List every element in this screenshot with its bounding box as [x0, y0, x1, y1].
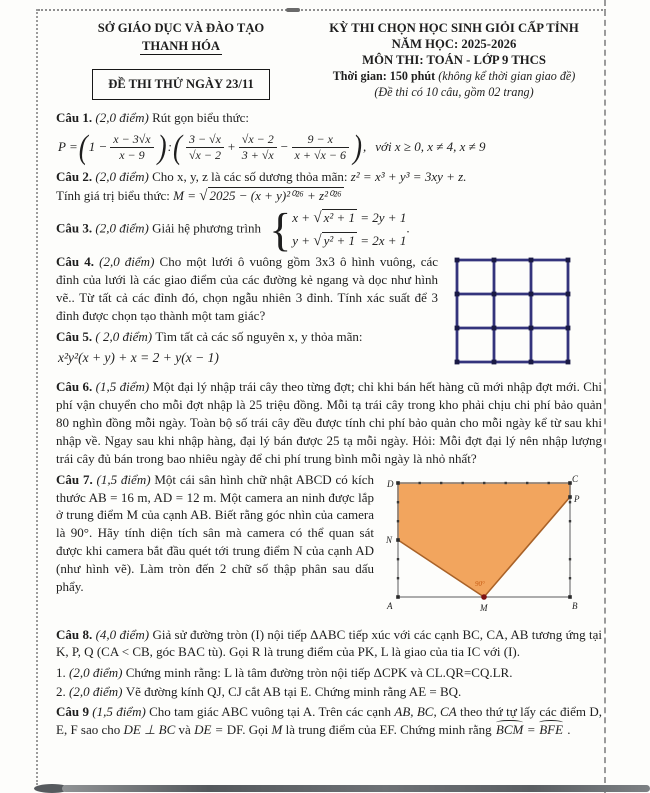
question-8: Câu 8. (4,0 điểm) Giả sử đường tròn (I) nội tiếp ΔABC tiếp xúc với các cạnh BC, CA, AB tương ứng tại K, P, Q (CA < CB, góc BAC tù). Gọi R là trung điểm của PK, L là giao của tia IC với (I).: [56, 626, 602, 660]
grid-3x3-svg: [452, 255, 574, 367]
angle-hat-BFE: BFE: [539, 722, 564, 738]
pages-note: (Đề thi có 10 câu, gồm 02 trang): [374, 84, 534, 99]
camera-figure-svg: [384, 471, 588, 619]
angle-90-label: 90°: [475, 579, 485, 588]
question-6: Câu 6. (1,5 điểm) Một đại lý nhập trái cây theo từng đợt; chỉ khi bán hết hàng cũ mới nhập đợt mới. Chi phí vận chuyển cho mỗi đợt nhập là 25 triệu đồng. Mỗi tạ trái cây trong kho phải chịu chi phí bảo quản 80 nghìn đồng mỗi ngày. Toàn bộ số trái cây đều được tính chi phí bảo quản cho mỗi ngày kể từ sau khi nhập về. Ngay sau khi nhập hàng, đại lý bán được 25 tạ mỗi ngày. Hỏi: Mỗi đợt đại lý nên nhập lượng trái cây đủ bán trong bao nhiêu ngày để chi phí trung bình mỗi ngày là nhỏ nhất?: [56, 379, 602, 467]
header-right-block: [306, 20, 602, 100]
q1-label: Câu 1.: [56, 110, 96, 126]
question-4: Câu 4. (2,0 điểm) Cho một lưới ô vuông gồm 3x3 ô hình vuông, các đỉnh của lưới là các giao điểm của các đường kẻ ngang và dọc như hình vẽ.. Từ tất cả các đỉnh đó, chọn ngẫu nhiên 3 đỉnh. Tính xác suất để 3 đỉnh được chọn tạo thành một tam giác?: [56, 253, 602, 325]
label-D: D: [387, 478, 394, 489]
q3-label: Câu 3.: [56, 221, 96, 237]
header: [56, 20, 602, 100]
question-9: Câu 9 (1,5 điểm) Cho tam giác ABC vuông tại A. Trên các cạnh AB, BC, CA theo thứ tự lấy các điểm D, E, F sao cho DE ⊥ BC và DE = DF. Gọi M là trung điểm của EF. Chứng minh rằng BCM = BFE .: [56, 704, 602, 738]
question-5: Câu 5. ( 2,0 điểm) Tìm tất cả các số nguyên x, y thỏa mãn:: [56, 328, 363, 344]
label-B: B: [572, 600, 578, 611]
angle-hat-BCM: BCM: [495, 722, 524, 738]
q8-part-2: 2. (2,0 điểm) Vẽ đường kính QJ, CJ cắt AB tại E. Chứng minh rằng AE = BQ.: [56, 683, 462, 699]
question-3: Câu 3. (2,0 điểm) Giải hệ phương trình { x + √ x² + 1 = 2y + 1 y + √ y² + 1 = 2x + 1 .: [56, 203, 410, 256]
grid-vertex-dots: [455, 258, 571, 365]
fraction-3: $\frac{√x - 2}{3 + √x}$: [239, 132, 277, 162]
department-name: SỞ GIÁO DỤC VÀ ĐÀO TẠO: [97, 21, 265, 35]
page-border-right: [604, 0, 606, 793]
q4-grid-figure: [452, 255, 574, 372]
label-P: P: [574, 493, 580, 504]
question-2: Câu 2. (2,0 điểm) Cho x, y, z là các số dương thỏa mãn: z² = x³ + y³ = 3xy + z. Tính giá trị biểu thức: M = √ 2025 − (x + y)²⁰²⁶ + z²⁰²⁶: [56, 169, 467, 205]
radical-sign: √: [199, 188, 208, 205]
scan-noise-mark: [286, 8, 300, 12]
q3-equation-system: { x + √ x² + 1 = 2y + 1 y + √ y² + 1 = 2x + 1: [269, 203, 407, 256]
grid-lines: [457, 260, 568, 362]
radical-sign: √: [313, 233, 322, 250]
fraction-4: $\frac{9 - x}{x + √x - 6}$: [292, 132, 349, 162]
q8-part-1: 1. (2,0 điểm) Chứng minh rằng: L là tâm đường tròn nội tiếp ΔCPK và CL.QR=CQ.LR.: [56, 664, 513, 680]
q2-label: Câu 2.: [56, 169, 96, 185]
q9-label: Câu 9: [56, 704, 93, 720]
q7-floor-plan-figure: [384, 471, 588, 624]
subject-line: MÔN THI: TOÁN - LỚP 9 THCS: [362, 53, 546, 68]
label-A: A: [387, 600, 393, 611]
q6-label: Câu 6.: [56, 379, 96, 395]
camera-point-M-dot: [481, 594, 487, 600]
school-year: NĂM HỌC: 2025-2026: [391, 37, 517, 52]
time-line: Thời gian: 150 phút (không kể thời gian giao đề): [332, 69, 576, 84]
q5-label: Câu 5.: [56, 328, 96, 344]
q5-formula: x²y²(x + y) + x = 2 + y(x − 1): [58, 349, 219, 365]
label-M: M: [480, 602, 488, 613]
header-left-block: [56, 20, 306, 100]
contest-name: KỲ THI CHỌN HỌC SINH GIỎI CẤP TỈNH: [329, 21, 579, 35]
page-border-left: [36, 9, 38, 785]
q2-radicand: 2025 − (x + y)²⁰²⁶ + z²⁰²⁶: [209, 188, 342, 204]
equation-2: y + √ y² + 1 = 2x + 1: [292, 233, 407, 250]
scan-bottom-band: [62, 785, 650, 792]
exam-title-box: ĐỀ THI THỬ NGÀY 23/11: [92, 69, 270, 100]
question-7: 90° D C A B N P M Câu 7. (1,5 điểm) Một cái sân hình chữ nhật ABCD có kích thước AB = 16 m, AD = 12 m. Một camera an ninh được lắp ở trung điểm M của cạnh AB. Biết rằng góc nhìn của camera là 90°. Hãy tính diện tích sân mà camera có thể quan sát được khi camera bắt đầu quét tới trung điểm N của cạnh AD (như hình vẽ). Làm tròn đến 2 chữ số thập phân sau dấu phẩy.: [56, 471, 602, 597]
department-subname: THANH HÓA: [141, 39, 221, 54]
label-C: C: [572, 473, 579, 484]
fraction-1: $\frac{x - 3√x}{x - 9}$: [110, 132, 153, 162]
q8-label: Câu 8.: [56, 626, 96, 642]
q1-formula: P = ( 1 − $\frac{x - 3√x}{x - 9}$ ) : ( $\frac{3 - √x}{√x - 2}$ + $\frac{√x - 2}{3 + √x}$ − $\frac{9 - x}{x + √x - 6}$ ) , với x ≥ 0, x ≠ 4, x ≠ 9: [58, 127, 486, 166]
radical-sign: √: [313, 210, 322, 227]
exam-content: [56, 20, 602, 742]
page-border-top: [38, 9, 606, 11]
question-1: Câu 1. (2,0 điểm) Rút gọn biểu thức:: [56, 110, 250, 126]
fraction-2: $\frac{3 - √x}{√x - 2}$: [186, 132, 224, 162]
q4-label: Câu 4.: [56, 254, 100, 270]
q7-label: Câu 7.: [56, 471, 97, 487]
label-N: N: [386, 534, 393, 545]
equation-1: x + √ x² + 1 = 2y + 1: [292, 210, 407, 227]
